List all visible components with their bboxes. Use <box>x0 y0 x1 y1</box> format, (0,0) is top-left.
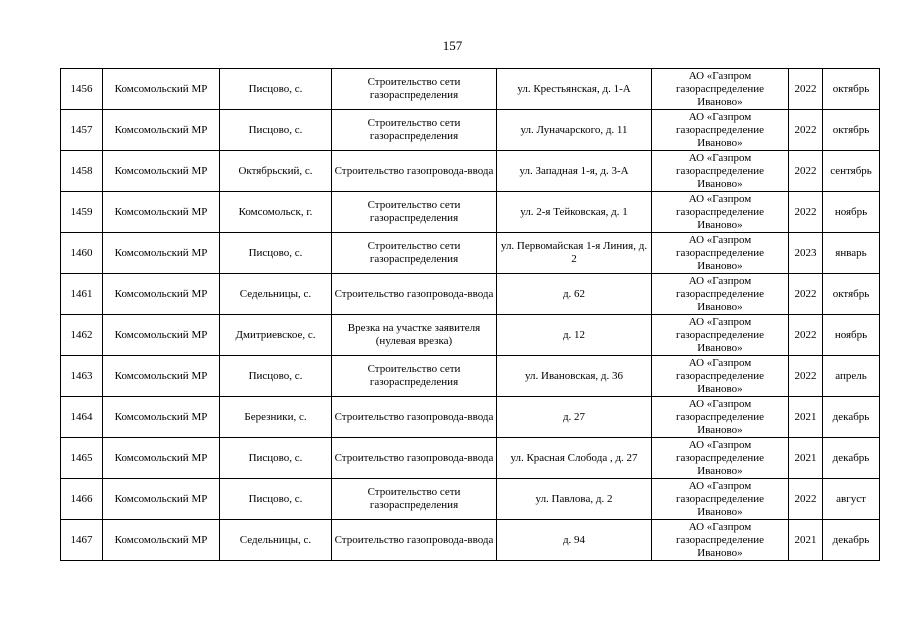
work-type-cell: Строительство газопровода-ввода <box>332 151 497 192</box>
month-cell: октябрь <box>823 69 880 110</box>
work-type-cell: Строительство сети газораспределения <box>332 356 497 397</box>
district-cell: Комсомольский МР <box>103 438 220 479</box>
year-cell: 2021 <box>789 397 823 438</box>
address-cell: ул. Луначарского, д. 11 <box>497 110 652 151</box>
organization-cell: АО «Газпром газораспределение Иваново» <box>652 479 789 520</box>
year-cell: 2022 <box>789 192 823 233</box>
locality-cell: Писцово, с. <box>220 438 332 479</box>
locality-cell: Комсомольск, г. <box>220 192 332 233</box>
year-cell: 2022 <box>789 479 823 520</box>
district-cell: Комсомольский МР <box>103 274 220 315</box>
table-row <box>61 151 880 192</box>
address-cell: д. 12 <box>497 315 652 356</box>
organization-cell: АО «Газпром газораспределение Иваново» <box>652 520 789 561</box>
gasification-table <box>60 68 880 561</box>
address-cell: ул. 2-я Тейковская, д. 1 <box>497 192 652 233</box>
locality-cell: Дмитриевское, с. <box>220 315 332 356</box>
month-cell: октябрь <box>823 274 880 315</box>
month-cell: октябрь <box>823 110 880 151</box>
district-cell: Комсомольский МР <box>103 151 220 192</box>
year-cell: 2022 <box>789 110 823 151</box>
work-type-cell: Строительство газопровода-ввода <box>332 438 497 479</box>
year-cell: 2022 <box>789 315 823 356</box>
table-row <box>61 438 880 479</box>
district-cell: Комсомольский МР <box>103 397 220 438</box>
locality-cell: Березники, с. <box>220 397 332 438</box>
district-cell: Комсомольский МР <box>103 520 220 561</box>
locality-cell: Октябрьский, с. <box>220 151 332 192</box>
work-type-cell: Строительство газопровода-ввода <box>332 397 497 438</box>
address-cell: ул. Крестьянская, д. 1-А <box>497 69 652 110</box>
table-row <box>61 192 880 233</box>
table-row <box>61 69 880 110</box>
table-row <box>61 110 880 151</box>
year-cell: 2022 <box>789 69 823 110</box>
table-row <box>61 315 880 356</box>
table-row <box>61 397 880 438</box>
district-cell: Комсомольский МР <box>103 69 220 110</box>
month-cell: сентябрь <box>823 151 880 192</box>
organization-cell: АО «Газпром газораспределение Иваново» <box>652 274 789 315</box>
address-cell: ул. Западная 1-я, д. 3-А <box>497 151 652 192</box>
organization-cell: АО «Газпром газораспределение Иваново» <box>652 233 789 274</box>
year-cell: 2022 <box>789 151 823 192</box>
district-cell: Комсомольский МР <box>103 356 220 397</box>
month-cell: декабрь <box>823 397 880 438</box>
page-number: 157 <box>442 38 463 53</box>
row-number-cell: 1464 <box>61 397 103 438</box>
table-row <box>61 356 880 397</box>
work-type-cell: Строительство сети газораспределения <box>332 479 497 520</box>
row-number-cell: 1456 <box>61 69 103 110</box>
district-cell: Комсомольский МР <box>103 479 220 520</box>
district-cell: Комсомольский МР <box>103 233 220 274</box>
month-cell: декабрь <box>823 520 880 561</box>
month-cell: декабрь <box>823 438 880 479</box>
row-number-cell: 1465 <box>61 438 103 479</box>
organization-cell: АО «Газпром газораспределение Иваново» <box>652 397 789 438</box>
locality-cell: Писцово, с. <box>220 479 332 520</box>
month-cell: январь <box>823 233 880 274</box>
month-cell: ноябрь <box>823 192 880 233</box>
locality-cell: Писцово, с. <box>220 110 332 151</box>
district-cell: Комсомольский МР <box>103 192 220 233</box>
row-number-cell: 1466 <box>61 479 103 520</box>
organization-cell: АО «Газпром газораспределение Иваново» <box>652 110 789 151</box>
work-type-cell: Строительство сети газораспределения <box>332 69 497 110</box>
row-number-cell: 1457 <box>61 110 103 151</box>
work-type-cell: Строительство газопровода-ввода <box>332 274 497 315</box>
year-cell: 2021 <box>789 438 823 479</box>
address-cell: ул. Красная Слобода , д. 27 <box>497 438 652 479</box>
organization-cell: АО «Газпром газораспределение Иваново» <box>652 192 789 233</box>
work-type-cell: Строительство газопровода-ввода <box>332 520 497 561</box>
row-number-cell: 1459 <box>61 192 103 233</box>
month-cell: август <box>823 479 880 520</box>
district-cell: Комсомольский МР <box>103 315 220 356</box>
locality-cell: Седельницы, с. <box>220 520 332 561</box>
address-cell: ул. Ивановская, д. 36 <box>497 356 652 397</box>
address-cell: ул. Первомайская 1-я Линия, д. 2 <box>497 233 652 274</box>
year-cell: 2023 <box>789 233 823 274</box>
row-number-cell: 1463 <box>61 356 103 397</box>
work-type-cell: Строительство сети газораспределения <box>332 192 497 233</box>
table-row <box>61 520 880 561</box>
locality-cell: Писцово, с. <box>220 233 332 274</box>
row-number-cell: 1467 <box>61 520 103 561</box>
year-cell: 2022 <box>789 274 823 315</box>
organization-cell: АО «Газпром газораспределение Иваново» <box>652 356 789 397</box>
table-row <box>61 274 880 315</box>
month-cell: ноябрь <box>823 315 880 356</box>
row-number-cell: 1461 <box>61 274 103 315</box>
year-cell: 2021 <box>789 520 823 561</box>
address-cell: д. 62 <box>497 274 652 315</box>
table-row <box>61 233 880 274</box>
address-cell: ул. Павлова, д. 2 <box>497 479 652 520</box>
year-cell: 2022 <box>789 356 823 397</box>
organization-cell: АО «Газпром газораспределение Иваново» <box>652 69 789 110</box>
month-cell: апрель <box>823 356 880 397</box>
address-cell: д. 94 <box>497 520 652 561</box>
organization-cell: АО «Газпром газораспределение Иваново» <box>652 438 789 479</box>
row-number-cell: 1460 <box>61 233 103 274</box>
organization-cell: АО «Газпром газораспределение Иваново» <box>652 315 789 356</box>
locality-cell: Писцово, с. <box>220 356 332 397</box>
locality-cell: Писцово, с. <box>220 69 332 110</box>
work-type-cell: Строительство сети газораспределения <box>332 233 497 274</box>
table-body <box>61 69 880 561</box>
table-row <box>61 479 880 520</box>
row-number-cell: 1458 <box>61 151 103 192</box>
district-cell: Комсомольский МР <box>103 110 220 151</box>
address-cell: д. 27 <box>497 397 652 438</box>
locality-cell: Седельницы, с. <box>220 274 332 315</box>
work-type-cell: Строительство сети газораспределения <box>332 110 497 151</box>
organization-cell: АО «Газпром газораспределение Иваново» <box>652 151 789 192</box>
row-number-cell: 1462 <box>61 315 103 356</box>
work-type-cell: Врезка на участке заявителя (нулевая врезка) <box>332 315 497 356</box>
